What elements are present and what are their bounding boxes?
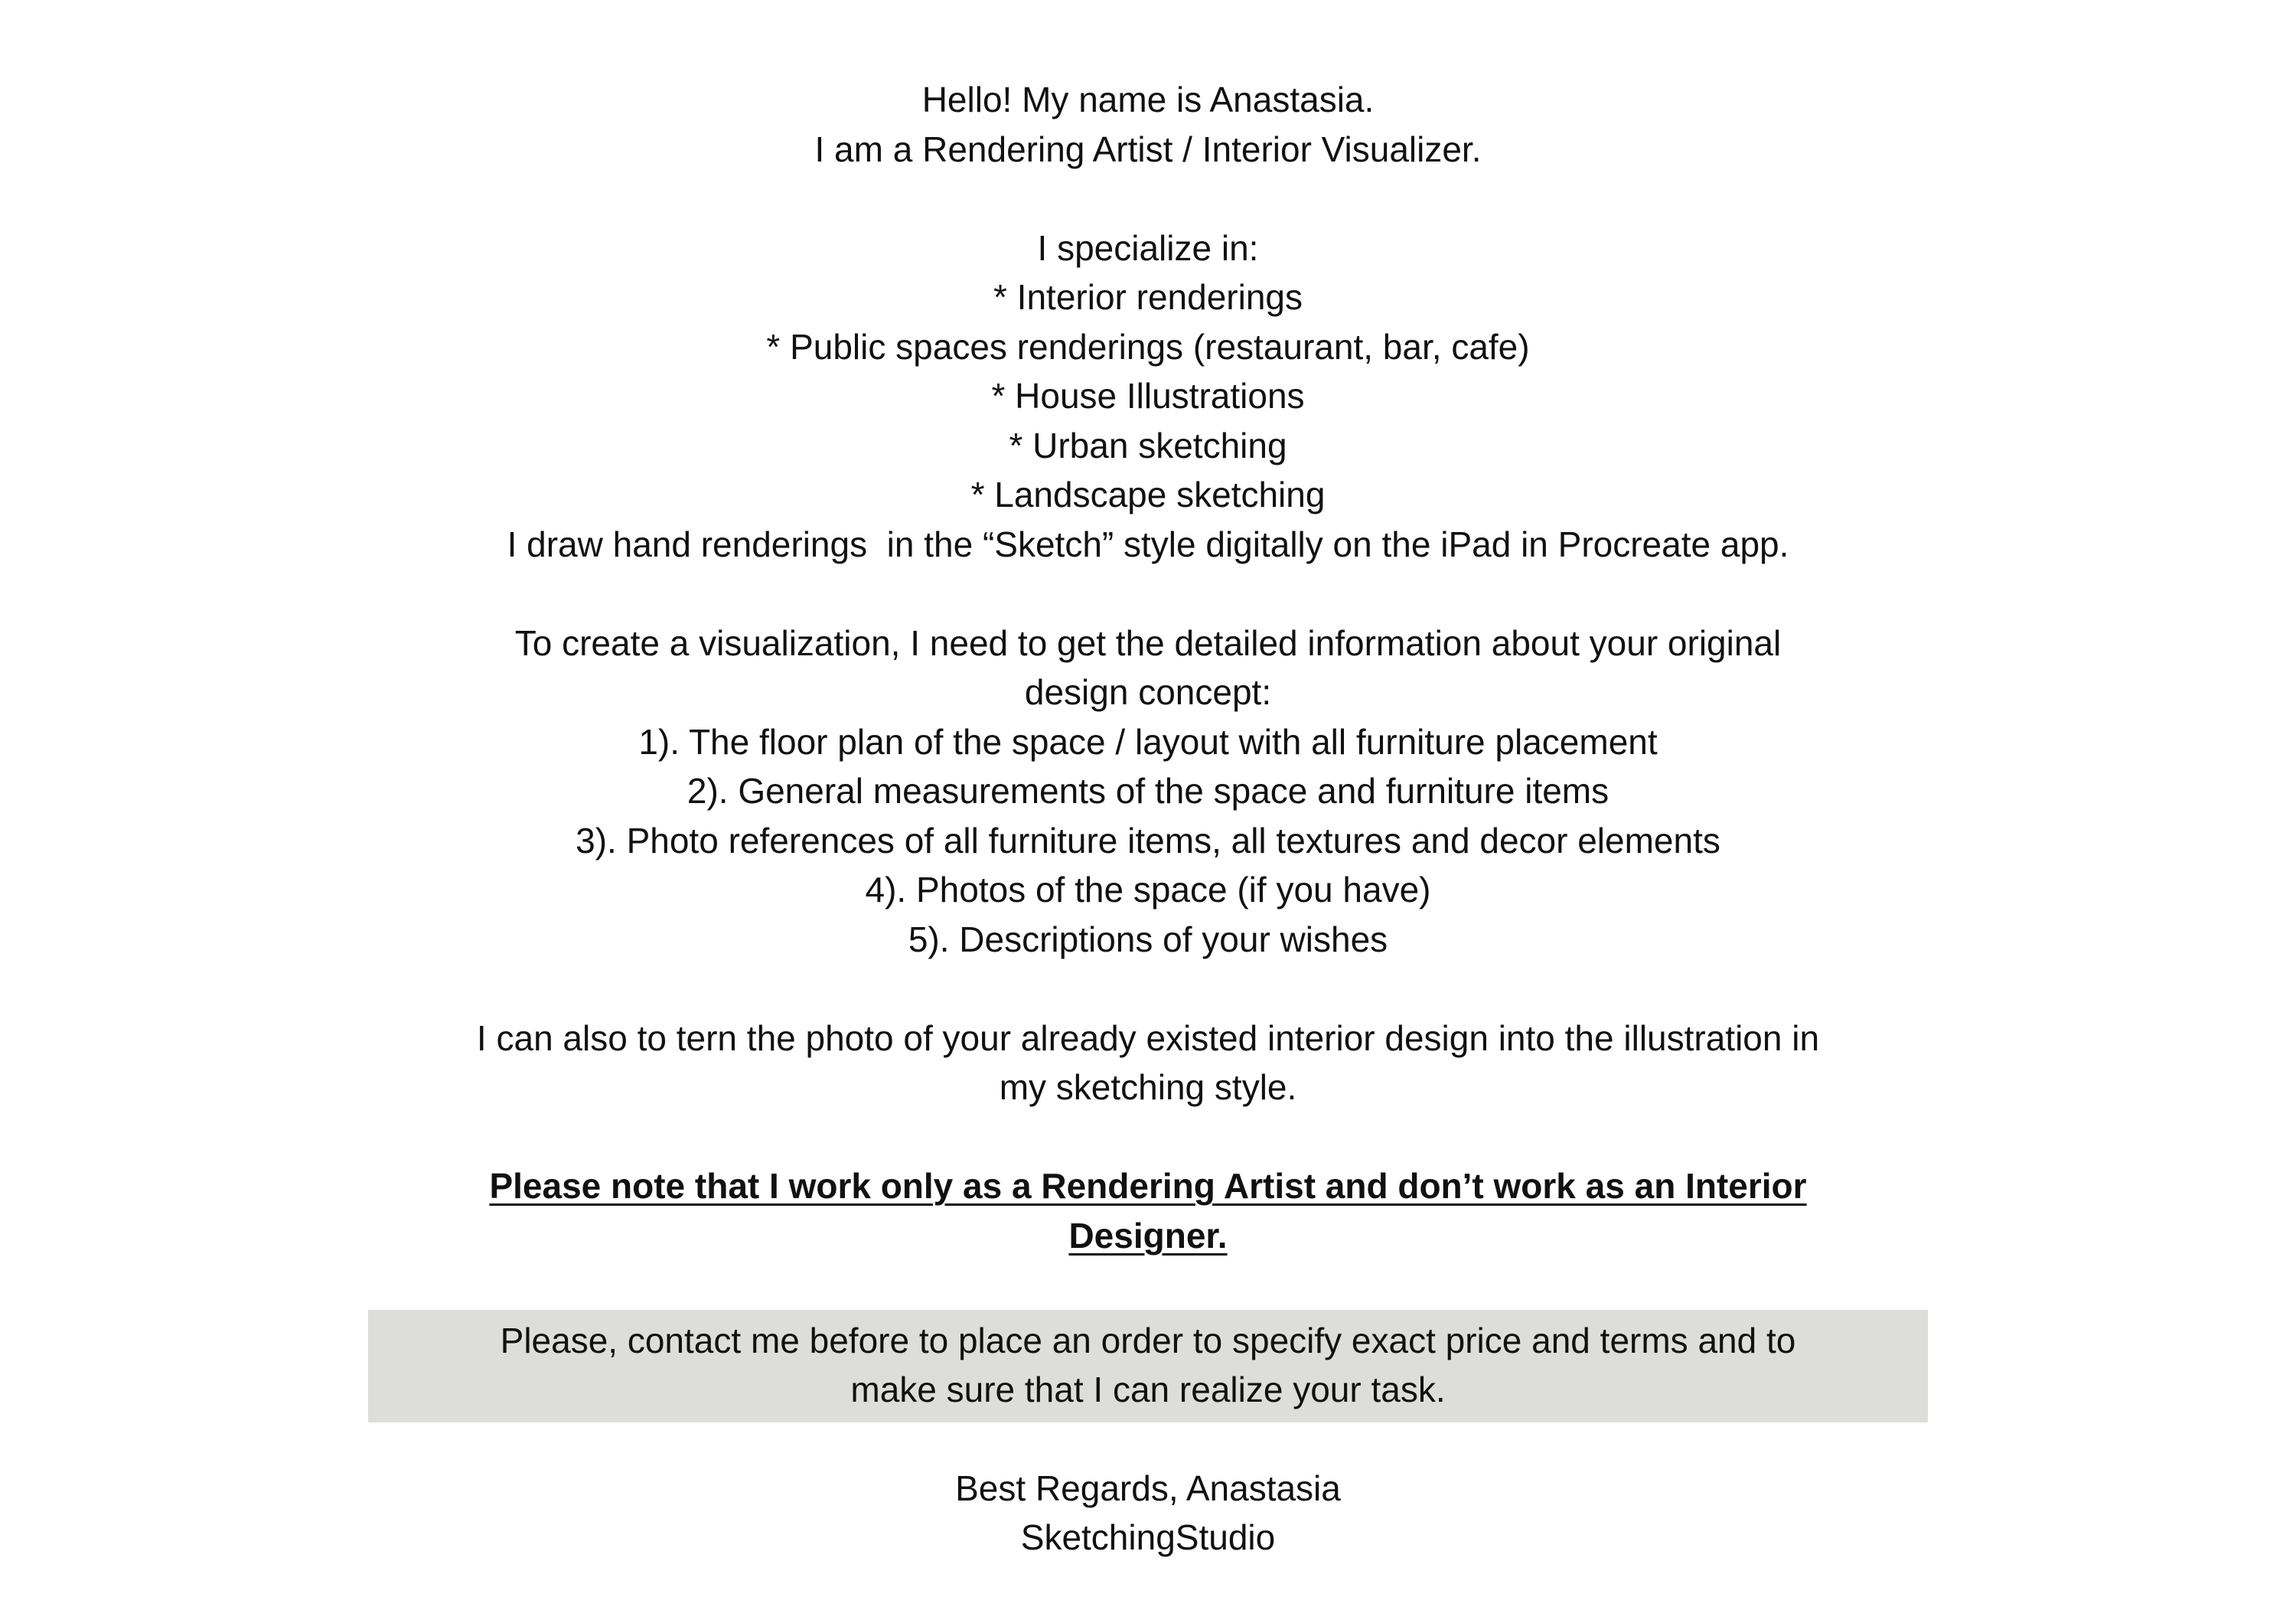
spacer (0, 964, 2296, 1014)
specialty-item: * Public spaces renderings (restaurant, bar, cafe) (766, 326, 1530, 367)
spacer (0, 174, 2296, 224)
specialty-item: * House Illustrations (991, 376, 1305, 416)
specialty-item: * Landscape sketching (970, 475, 1326, 514)
contact-text-cont: make sure that I can realize your task. (850, 1370, 1446, 1409)
spacer (0, 569, 2296, 619)
notice-text-cont: Designer. (1068, 1215, 1228, 1256)
spacer (0, 1422, 2296, 1464)
contact-callout (368, 1310, 1928, 1422)
contact-text: Please, contact me before to place an order to specify exact price and terms and to (500, 1320, 1796, 1360)
specialties-heading: I specialize in: (1037, 227, 1259, 268)
extra-service-text: I can also to tern the photo of your already existed interior design into the illustration in (476, 1017, 1820, 1058)
specialty-item: * Interior renderings (993, 277, 1303, 317)
extra-service-text-cont: my sketching style. (999, 1067, 1297, 1107)
requirements-intro-cont: design concept: (1024, 672, 1272, 712)
requirement-item: 4). Photos of the space (if you have) (865, 870, 1431, 909)
document-body (0, 75, 2296, 1563)
signature-regards: Best Regards, Anastasia (955, 1468, 1341, 1508)
requirement-item: 1). The floor plan of the space / layout with all furniture placement (638, 721, 1658, 762)
role-text: I am a Rendering Artist / Interior Visualizer. (814, 129, 1482, 169)
requirement-item: 5). Descriptions of your wishes (908, 919, 1388, 959)
requirements-intro: To create a visualization, I need to get the detailed information about your original (514, 622, 1782, 663)
method-text: I draw hand renderings in the “Sketch” style digitally on the iPad in Procreate app. (507, 524, 1789, 564)
spacer (0, 1112, 2296, 1162)
spacer (0, 1260, 2296, 1310)
requirement-item: 2). General measurements of the space and furniture items (687, 771, 1609, 811)
requirement-item: 3). Photo references of all furniture items, all textures and decor elements (576, 820, 1720, 860)
signature-studio: SketchingStudio (1020, 1517, 1276, 1557)
specialty-item: * Urban sketching (1009, 425, 1287, 465)
greeting-text: Hello! My name is Anastasia. (921, 80, 1375, 119)
notice-text: Please note that I work only as a Rendering Artist and don’t work as an Interior (489, 1166, 1807, 1206)
